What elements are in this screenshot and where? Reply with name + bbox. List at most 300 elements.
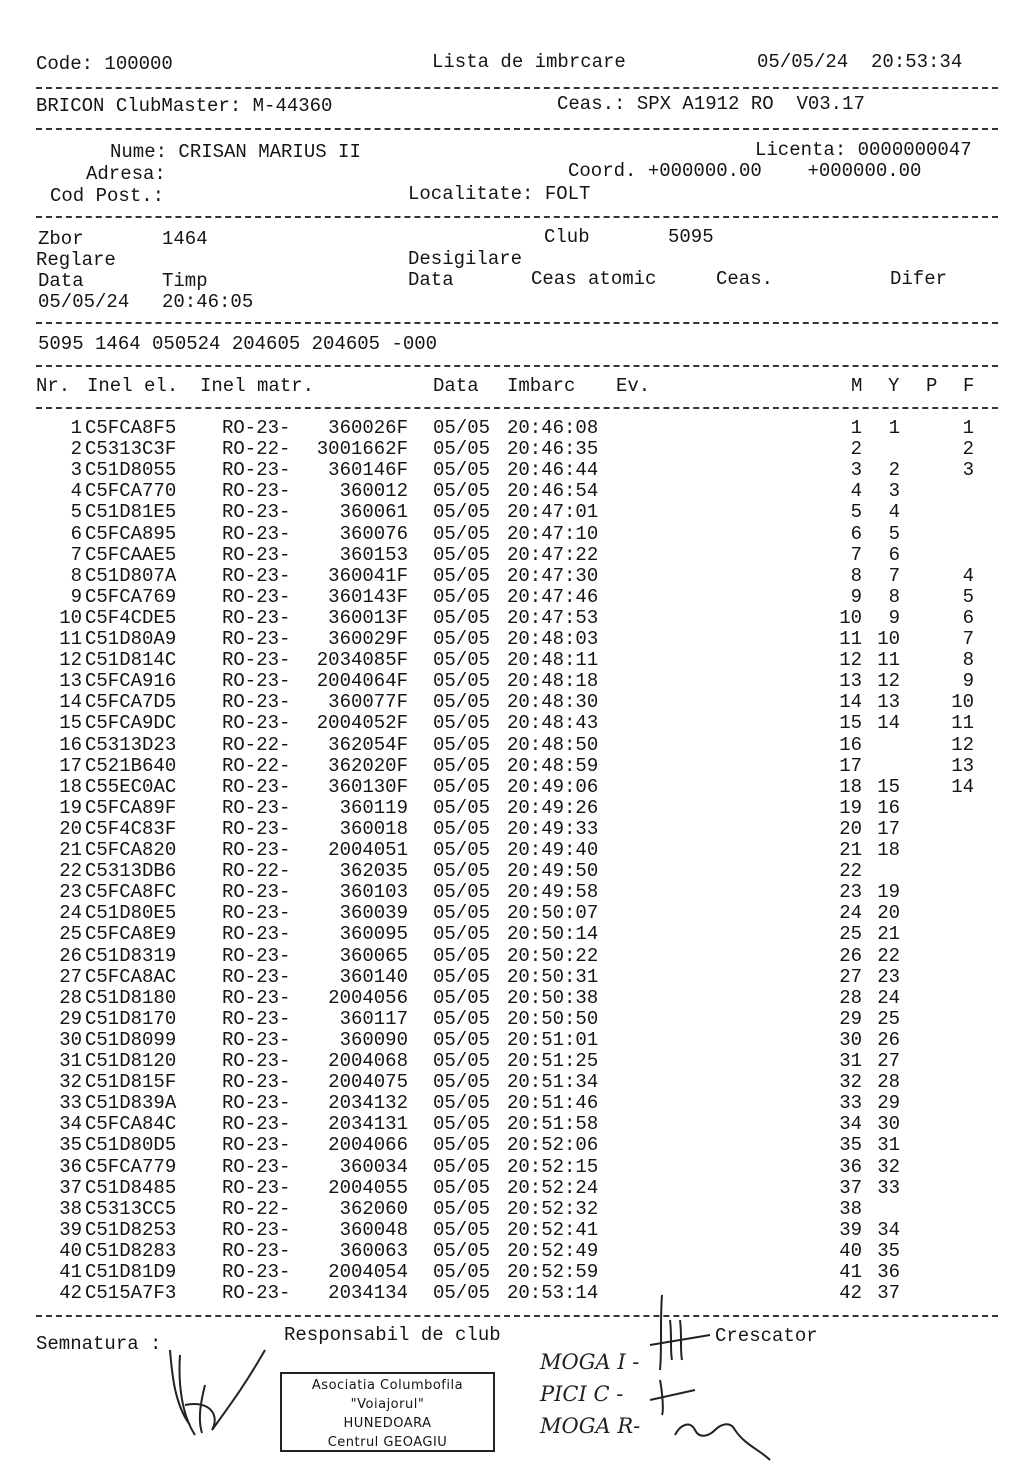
ceas-atomic-label: Ceas atomic	[531, 268, 657, 290]
row-y: 33	[877, 1176, 900, 1199]
difer-label: Difer	[890, 268, 948, 290]
row-ring-number: 2004056	[328, 986, 408, 1009]
row-m: 28	[839, 986, 862, 1009]
row-time: 20:50:22	[507, 944, 599, 967]
row-date: 05/05	[433, 1071, 491, 1094]
row-date: 05/05	[433, 817, 491, 840]
row-nr: 9	[70, 585, 82, 608]
row-ring-prefix: RO-23-	[222, 986, 291, 1009]
row-ring-number: 360041F	[328, 564, 408, 587]
row-time: 20:51:01	[507, 1028, 599, 1051]
row-y: 3	[888, 480, 900, 503]
row-inel-el: C5FCAAE5	[85, 543, 177, 566]
row-inel-el: C5313D23	[85, 733, 177, 756]
reglare-time: 20:46:05	[162, 291, 254, 313]
row-date: 05/05	[433, 965, 491, 988]
row-nr: 12	[59, 649, 82, 672]
row-m: 42	[839, 1282, 862, 1305]
row-m: 5	[850, 501, 862, 524]
row-date: 05/05	[433, 649, 491, 672]
row-time: 20:50:38	[507, 986, 599, 1009]
row-y: 7	[888, 564, 900, 587]
row-ring-number: 360140	[339, 965, 408, 988]
row-y: 1	[888, 417, 900, 439]
row-m: 38	[839, 1197, 862, 1220]
row-ring-prefix: RO-23-	[222, 775, 291, 798]
row-date: 05/05	[433, 881, 491, 904]
divider	[36, 365, 998, 367]
row-m: 36	[839, 1155, 862, 1178]
row-inel-el: C51D8485	[85, 1176, 177, 1199]
row-ring-number: 360143F	[328, 585, 408, 608]
row-date: 05/05	[433, 1113, 491, 1136]
row-inel-el: C5F4CDE5	[85, 606, 177, 629]
row-nr: 35	[59, 1134, 82, 1157]
row-f: 13	[951, 754, 974, 777]
row-nr: 29	[59, 1007, 82, 1030]
row-y: 17	[877, 817, 900, 840]
row-date: 05/05	[433, 543, 491, 566]
row-ring-number: 360039	[339, 902, 408, 925]
row-y: 31	[877, 1134, 900, 1157]
col-inel-el: Inel el.	[87, 375, 179, 397]
owner-license: Licenta: 0000000047	[755, 139, 972, 161]
row-y: 19	[877, 881, 900, 904]
row-m: 6	[850, 522, 862, 545]
row-inel-el: C5FCA895	[85, 522, 177, 545]
handwritten-name: MOGA I -	[540, 1350, 640, 1374]
row-y: 20	[877, 902, 900, 925]
col-f: F	[963, 375, 975, 397]
row-time: 20:52:24	[507, 1176, 599, 1199]
row-y: 13	[877, 691, 900, 714]
row-date: 05/05	[433, 459, 491, 482]
row-date: 05/05	[433, 480, 491, 503]
row-nr: 6	[70, 522, 82, 545]
row-time: 20:48:59	[507, 754, 599, 777]
row-f: 6	[962, 606, 974, 629]
row-time: 20:52:15	[507, 1155, 599, 1178]
row-time: 20:49:40	[507, 839, 599, 861]
row-date: 05/05	[433, 417, 491, 439]
row-ring-number: 362020F	[328, 754, 408, 777]
col-inel-matr: Inel matr.	[200, 375, 315, 397]
row-ring-number: 362035	[339, 860, 408, 883]
row-nr: 27	[59, 965, 82, 988]
row-y: 28	[877, 1071, 900, 1094]
row-ring-number: 360012	[339, 480, 408, 503]
row-m: 4	[850, 480, 862, 503]
responsabil-label: Responsabil de club	[284, 1324, 501, 1346]
row-ring-number: 360076	[339, 522, 408, 545]
crescator-label: Crescator	[715, 1325, 818, 1347]
row-y: 27	[877, 1050, 900, 1072]
owner-postcode: Cod Post.:	[50, 185, 165, 207]
row-m: 41	[839, 1261, 862, 1283]
row-ring-number: 2004064F	[316, 670, 408, 693]
row-time: 20:46:54	[507, 480, 599, 503]
row-time: 20:51:34	[507, 1071, 599, 1094]
row-m: 8	[850, 564, 862, 587]
row-date: 05/05	[433, 902, 491, 925]
row-nr: 23	[59, 881, 82, 904]
row-ring-prefix: RO-23-	[222, 480, 291, 503]
row-date: 05/05	[433, 1092, 491, 1115]
row-ring-number: 2034085F	[316, 649, 408, 672]
row-inel-el: C5FCA769	[85, 585, 177, 608]
row-y: 26	[877, 1028, 900, 1051]
row-m: 26	[839, 944, 862, 967]
row-time: 20:50:07	[507, 902, 599, 925]
row-time: 20:47:01	[507, 501, 599, 524]
row-ring-number: 360018	[339, 817, 408, 840]
row-ring-prefix: RO-23-	[222, 902, 291, 925]
row-f: 9	[962, 670, 974, 693]
row-y: 24	[877, 986, 900, 1009]
row-m: 2	[850, 438, 862, 461]
row-nr: 25	[59, 923, 82, 946]
row-nr: 39	[59, 1218, 82, 1241]
row-nr: 8	[70, 564, 82, 587]
row-date: 05/05	[433, 1261, 491, 1283]
row-ring-prefix: RO-23-	[222, 1113, 291, 1136]
row-ring-number: 360048	[339, 1218, 408, 1241]
row-date: 05/05	[433, 944, 491, 967]
row-m: 21	[839, 839, 862, 861]
row-ring-prefix: RO-23-	[222, 944, 291, 967]
row-date: 05/05	[433, 1197, 491, 1220]
row-m: 31	[839, 1050, 862, 1072]
ceas-label: Ceas.	[716, 268, 774, 290]
row-y: 11	[877, 649, 900, 672]
row-date: 05/05	[433, 1218, 491, 1241]
row-nr: 37	[59, 1176, 82, 1199]
row-time: 20:48:43	[507, 712, 599, 735]
row-m: 39	[839, 1218, 862, 1241]
row-ring-number: 2004066	[328, 1134, 408, 1157]
owner-address: Adresa:	[86, 163, 166, 185]
row-ring-prefix: RO-23-	[222, 796, 291, 819]
row-inel-el: C51D8170	[85, 1007, 177, 1030]
clock-id: Ceas.: SPX A1912 RO V03.17	[557, 93, 865, 115]
row-y: 6	[888, 543, 900, 566]
row-time: 20:49:06	[507, 775, 599, 798]
row-inel-el: C51D839A	[85, 1092, 177, 1115]
row-inel-el: C51D81E5	[85, 501, 177, 524]
row-date: 05/05	[433, 438, 491, 461]
row-time: 20:51:25	[507, 1050, 599, 1072]
row-y: 14	[877, 712, 900, 735]
row-nr: 21	[59, 839, 82, 861]
row-inel-el: C51D8180	[85, 986, 177, 1009]
row-nr: 20	[59, 817, 82, 840]
row-time: 20:52:41	[507, 1218, 599, 1241]
row-date: 05/05	[433, 628, 491, 650]
row-ring-number: 360077F	[328, 691, 408, 714]
col-data: Data	[433, 375, 479, 397]
row-inel-el: C5FCA916	[85, 670, 177, 693]
row-ring-number: 2004055	[328, 1176, 408, 1199]
col-imbarc: Imbarc	[507, 375, 576, 397]
row-ring-prefix: RO-23-	[222, 1092, 291, 1115]
reglare-label: Reglare	[36, 249, 116, 271]
desigilare-label: Desigilare	[408, 248, 523, 270]
row-ring-prefix: RO-23-	[222, 585, 291, 608]
row-ring-number: 360130F	[328, 775, 408, 798]
row-inel-el: C515A7F3	[85, 1282, 177, 1305]
row-m: 1	[850, 417, 862, 439]
row-nr: 18	[59, 775, 82, 798]
data-label-2: Data	[408, 269, 454, 291]
row-ring-prefix: RO-22-	[222, 1197, 291, 1220]
row-m: 12	[839, 649, 862, 672]
row-y: 10	[877, 628, 900, 650]
row-m: 18	[839, 775, 862, 798]
row-y: 25	[877, 1007, 900, 1030]
code: Code: 100000	[36, 53, 173, 75]
row-date: 05/05	[433, 670, 491, 693]
handwritten-name: PICI C -	[540, 1382, 624, 1406]
zbor-value: 1464	[162, 228, 208, 250]
row-ring-prefix: RO-23-	[222, 1050, 291, 1072]
row-nr: 2	[70, 438, 82, 461]
row-inel-el: C51D81D9	[85, 1261, 177, 1283]
col-y: Y	[888, 375, 900, 397]
row-y: 5	[888, 522, 900, 545]
row-ring-number: 3001662F	[316, 438, 408, 461]
row-time: 20:47:10	[507, 522, 599, 545]
row-time: 20:52:32	[507, 1197, 599, 1220]
row-m: 16	[839, 733, 862, 756]
row-time: 20:49:58	[507, 881, 599, 904]
row-nr: 11	[59, 628, 82, 650]
row-time: 20:48:18	[507, 670, 599, 693]
row-m: 32	[839, 1071, 862, 1094]
row-nr: 32	[59, 1071, 82, 1094]
row-date: 05/05	[433, 691, 491, 714]
row-ring-prefix: RO-23-	[222, 965, 291, 988]
row-m: 30	[839, 1028, 862, 1051]
row-m: 40	[839, 1239, 862, 1262]
row-nr: 13	[59, 670, 82, 693]
row-nr: 30	[59, 1028, 82, 1051]
row-m: 3	[850, 459, 862, 482]
row-date: 05/05	[433, 1007, 491, 1030]
row-inel-el: C5FCA8F5	[85, 417, 177, 439]
row-time: 20:52:06	[507, 1134, 599, 1157]
row-time: 20:49:26	[507, 796, 599, 819]
row-date: 05/05	[433, 1134, 491, 1157]
row-m: 29	[839, 1007, 862, 1030]
row-ring-number: 2034132	[328, 1092, 408, 1115]
club-value: 5095	[668, 226, 714, 248]
row-nr: 24	[59, 902, 82, 925]
row-inel-el: C5FCA8FC	[85, 881, 177, 904]
row-nr: 22	[59, 860, 82, 883]
col-ev: Ev.	[616, 375, 651, 397]
row-y: 15	[877, 775, 900, 798]
row-ring-prefix: RO-23-	[222, 1239, 291, 1262]
row-m: 25	[839, 923, 862, 946]
row-inel-el: C51D807A	[85, 564, 177, 587]
row-ring-prefix: RO-23-	[222, 543, 291, 566]
row-ring-number: 362060	[339, 1197, 408, 1220]
row-m: 15	[839, 712, 862, 735]
row-time: 20:50:14	[507, 923, 599, 946]
row-date: 05/05	[433, 923, 491, 946]
row-date: 05/05	[433, 839, 491, 861]
row-inel-el: C51D815F	[85, 1071, 177, 1094]
row-ring-number: 360026F	[328, 417, 408, 439]
row-nr: 19	[59, 796, 82, 819]
row-inel-el: C521B640	[85, 754, 177, 777]
row-ring-prefix: RO-23-	[222, 712, 291, 735]
row-ring-number: 2004075	[328, 1071, 408, 1094]
row-y: 12	[877, 670, 900, 693]
row-y: 36	[877, 1261, 900, 1283]
row-f: 11	[951, 712, 974, 735]
row-inel-el: C51D8253	[85, 1218, 177, 1241]
row-ring-prefix: RO-23-	[222, 522, 291, 545]
row-inel-el: C5FCA89F	[85, 796, 177, 819]
row-m: 24	[839, 902, 862, 925]
row-nr: 42	[59, 1282, 82, 1305]
handwritten-name: MOGA R-	[540, 1414, 641, 1438]
row-time: 20:51:58	[507, 1113, 599, 1136]
col-m: M	[851, 375, 863, 397]
row-m: 9	[850, 585, 862, 608]
row-time: 20:46:35	[507, 438, 599, 461]
row-time: 20:48:50	[507, 733, 599, 756]
row-ring-number: 360119	[339, 796, 408, 819]
row-y: 29	[877, 1092, 900, 1115]
row-nr: 16	[59, 733, 82, 756]
owner-locality: Localitate: FOLT	[408, 183, 591, 205]
row-inel-el: C51D80D5	[85, 1134, 177, 1157]
row-ring-number: 2034131	[328, 1113, 408, 1136]
row-ring-prefix: RO-23-	[222, 881, 291, 904]
divider	[36, 128, 998, 130]
row-time: 20:47:22	[507, 543, 599, 566]
row-date: 05/05	[433, 796, 491, 819]
row-inel-el: C51D80E5	[85, 902, 177, 925]
row-ring-number: 360065	[339, 944, 408, 967]
row-ring-number: 362054F	[328, 733, 408, 756]
row-m: 23	[839, 881, 862, 904]
row-date: 05/05	[433, 1050, 491, 1072]
row-date: 05/05	[433, 585, 491, 608]
reglare-date: 05/05/24	[38, 291, 130, 313]
row-inel-el: C5313DB6	[85, 860, 177, 883]
row-time: 20:51:46	[507, 1092, 599, 1115]
row-time: 20:52:49	[507, 1239, 599, 1262]
row-y: 35	[877, 1239, 900, 1262]
row-date: 05/05	[433, 1176, 491, 1199]
divider	[36, 322, 998, 324]
row-date: 05/05	[433, 522, 491, 545]
row-y: 18	[877, 839, 900, 861]
row-date: 05/05	[433, 754, 491, 777]
row-nr: 26	[59, 944, 82, 967]
row-inel-el: C5FCA7D5	[85, 691, 177, 714]
col-nr: Nr.	[36, 375, 71, 397]
row-ring-prefix: RO-22-	[222, 438, 291, 461]
row-ring-number: 360146F	[328, 459, 408, 482]
owner-name: Nume: CRISAN MARIUS II	[110, 141, 361, 163]
club-label: Club	[544, 226, 590, 248]
data-label: Data	[38, 270, 84, 292]
zbor-label: Zbor	[38, 228, 84, 250]
row-inel-el: C5FCA8AC	[85, 965, 177, 988]
row-ring-number: 360090	[339, 1028, 408, 1051]
row-nr: 15	[59, 712, 82, 735]
row-inel-el: C5FCA820	[85, 839, 177, 861]
row-nr: 14	[59, 691, 82, 714]
row-m: 35	[839, 1134, 862, 1157]
row-ring-number: 360153	[339, 543, 408, 566]
row-ring-prefix: RO-23-	[222, 628, 291, 650]
row-m: 13	[839, 670, 862, 693]
row-ring-number: 2004068	[328, 1050, 408, 1072]
row-f: 10	[951, 691, 974, 714]
row-ring-number: 2004054	[328, 1261, 408, 1283]
row-nr: 17	[59, 754, 82, 777]
semnatura-label: Semnatura :	[36, 1333, 162, 1355]
row-ring-prefix: RO-23-	[222, 923, 291, 946]
row-ring-number: 2034134	[328, 1282, 408, 1305]
col-p: P	[926, 375, 938, 397]
row-nr: 1	[70, 417, 82, 439]
row-ring-number: 360117	[339, 1007, 408, 1030]
row-ring-prefix: RO-22-	[222, 860, 291, 883]
clubmaster-id: BRICON ClubMaster: M-44360	[36, 95, 333, 117]
row-f: 8	[962, 649, 974, 672]
row-nr: 5	[70, 501, 82, 524]
row-time: 20:47:53	[507, 606, 599, 629]
row-ring-prefix: RO-23-	[222, 670, 291, 693]
row-m: 19	[839, 796, 862, 819]
row-inel-el: C51D8055	[85, 459, 177, 482]
row-inel-el: C5FCA9DC	[85, 712, 177, 735]
row-ring-prefix: RO-23-	[222, 606, 291, 629]
row-f: 3	[962, 459, 974, 482]
row-inel-el: C5313C3F	[85, 438, 177, 461]
row-inel-el: C51D8099	[85, 1028, 177, 1051]
row-time: 20:50:31	[507, 965, 599, 988]
row-date: 05/05	[433, 775, 491, 798]
row-nr: 3	[70, 459, 82, 482]
divider	[36, 1315, 998, 1317]
row-f: 1	[962, 417, 974, 439]
row-nr: 31	[59, 1050, 82, 1072]
row-ring-prefix: RO-23-	[222, 1007, 291, 1030]
row-ring-prefix: RO-23-	[222, 649, 291, 672]
row-y: 30	[877, 1113, 900, 1136]
row-inel-el: C5F4C83F	[85, 817, 177, 840]
row-time: 20:49:50	[507, 860, 599, 883]
row-nr: 10	[59, 606, 82, 629]
row-ring-number: 360034	[339, 1155, 408, 1178]
row-time: 20:46:44	[507, 459, 599, 482]
row-y: 2	[888, 459, 900, 482]
document-title: Lista de imbrcare	[432, 51, 626, 73]
signature	[150, 1345, 280, 1445]
row-ring-number: 360061	[339, 501, 408, 524]
row-m: 37	[839, 1176, 862, 1199]
row-f: 7	[962, 628, 974, 650]
row-date: 05/05	[433, 501, 491, 524]
row-date: 05/05	[433, 1282, 491, 1305]
